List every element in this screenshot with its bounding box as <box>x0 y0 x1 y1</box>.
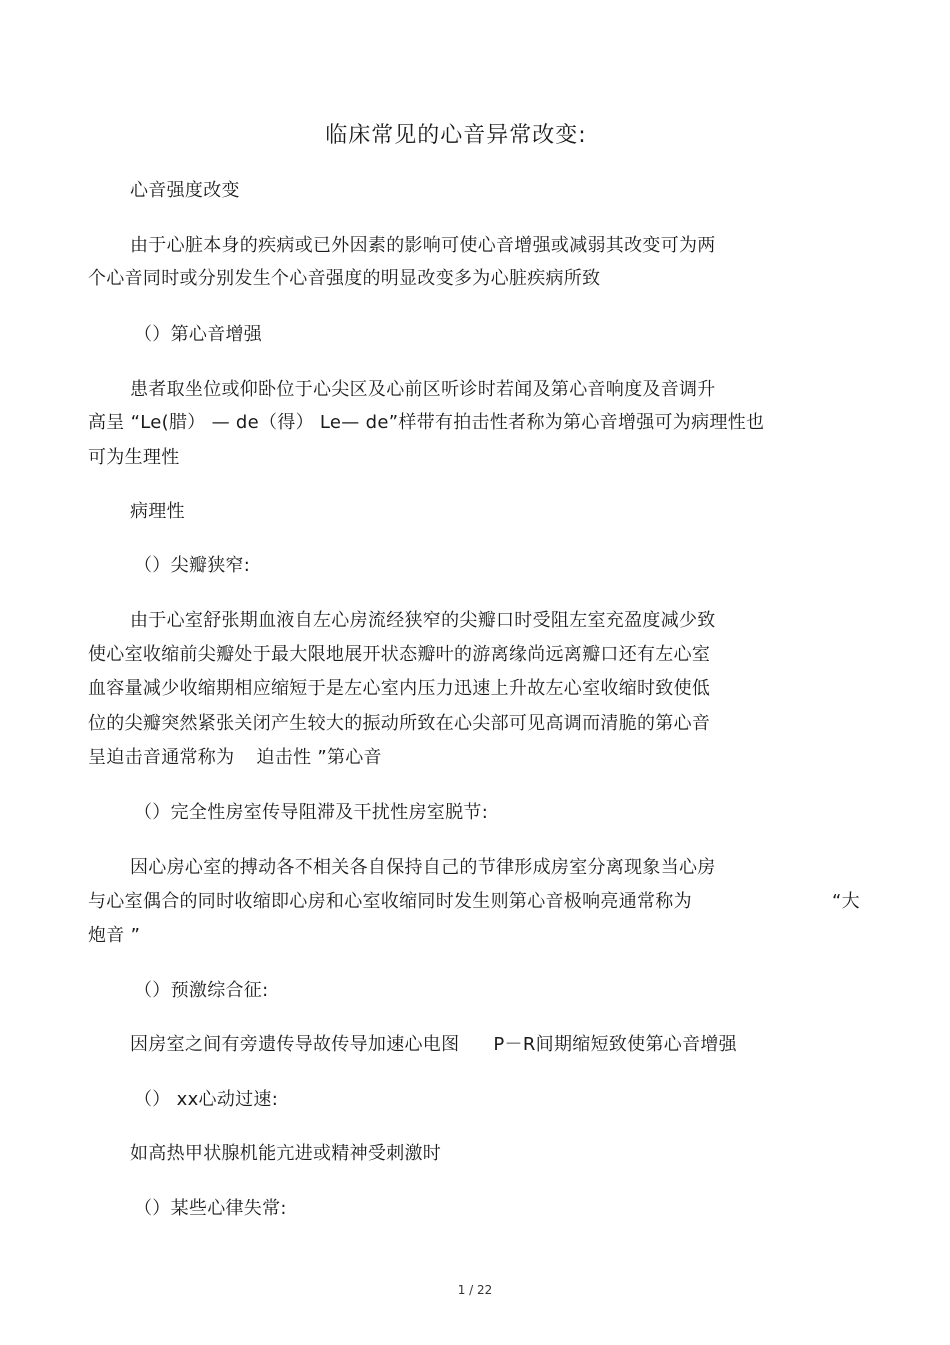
page-number <box>0 1283 950 1297</box>
paragraph-3-line-5-part-a: 呈迫击音通常称为 <box>88 747 235 768</box>
paragraph-4-line-2: 与心室偶合的同时收缩即心房和心室收缩同时发生则第心音极响亮通常称为 <box>88 891 692 912</box>
item-preexcitation-heading: （）预激综合征: <box>134 980 269 1001</box>
page-current: 1 <box>457 1283 466 1297</box>
paragraph-3-line-3: 血容量减少收缩期相应缩短于是左心室内压力迅速上升故左心室收缩时致使低 <box>88 678 711 699</box>
item-first-sound-enhanced-heading: （）第心音增强 <box>134 324 263 345</box>
page-title: 临床常见的心音异常改变: <box>325 123 587 148</box>
page-separator: / <box>469 1283 474 1297</box>
paragraph-3-line-2: 使心室收缩前尖瓣处于最大限地展开状态瓣叶的游离缘尚远离瓣口还有左心室 <box>88 644 711 665</box>
section-heading-pathological: 病理性 <box>130 501 185 522</box>
paragraph-6: 如高热甲状腺机能亢进或精神受刺激时 <box>130 1143 442 1164</box>
paragraph-5-part-b: P－R间期缩短致使第心音增强 <box>493 1034 737 1055</box>
paragraph-4-line-2-tail: “大 <box>832 891 860 912</box>
paragraph-3-line-5-part-b: 迫击性 ”第心音 <box>256 747 382 768</box>
page-total: 22 <box>477 1283 493 1297</box>
paragraph-2-line-2: 高呈 “Le(腊） — de（得） Le— de”样带有拍击性者称为第心音增强可为病理性也 <box>88 412 765 433</box>
paragraph-3-line-4: 位的尖瓣突然紧张关闭产生较大的振动所致在心尖部可见高调而清脆的第心音 <box>88 713 711 734</box>
paragraph-3-line-5 <box>88 743 382 769</box>
paragraph-5-part-a: 因房室之间有旁遗传导故传导加速心电图 <box>130 1034 460 1055</box>
paragraph-1-line-2: 个心音同时或分别发生个心音强度的明显改变多为心脏疾病所致 <box>88 268 601 289</box>
paragraph-4-line-1: 因心房心室的搏动各不相关各自保持自己的节律形成房室分离现象当心房 <box>130 857 716 878</box>
item-arrhythmia-heading: （）某些心律失常: <box>134 1198 287 1219</box>
item-av-block-heading: （）完全性房室传导阻滞及干扰性房室脱节: <box>134 802 489 823</box>
section-heading-intensity: 心音强度改变 <box>130 180 240 201</box>
paragraph-2-line-1: 患者取坐位或仰卧位于心尖区及心前区听诊时若闻及第心音响度及音调升 <box>130 379 716 400</box>
item-tachycardia-heading: （） xx心动过速: <box>134 1089 279 1110</box>
paragraph-4-line-3: 炮音 ” <box>88 925 141 946</box>
item-mitral-stenosis-heading: （）尖瓣狭窄: <box>134 555 251 576</box>
paragraph-3-line-1: 由于心室舒张期血液自左心房流经狭窄的尖瓣口时受阻左室充盈度减少致 <box>130 610 716 631</box>
paragraph-5 <box>130 1030 737 1056</box>
paragraph-1-line-1: 由于心脏本身的疾病或已外因素的影响可使心音增强或减弱其改变可为两 <box>130 235 716 256</box>
paragraph-2-line-3: 可为生理性 <box>88 447 180 468</box>
